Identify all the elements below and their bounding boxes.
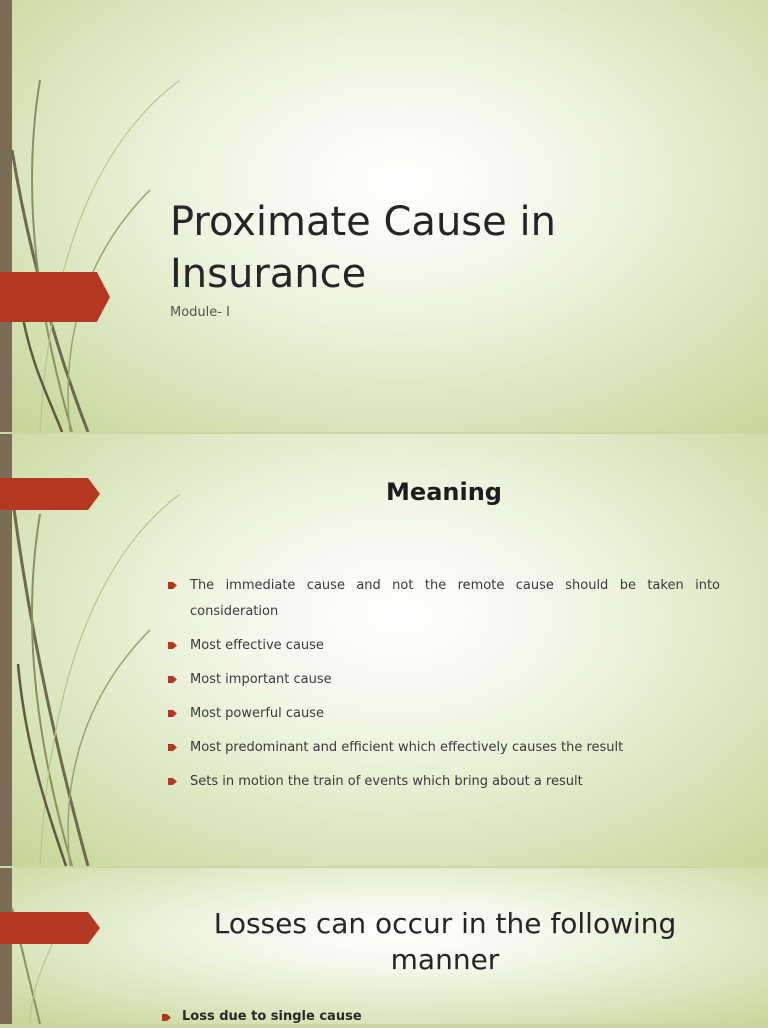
- list-item: Most important cause: [168, 667, 720, 693]
- slide-heading: Meaning: [386, 478, 502, 506]
- arrow-bullet-icon: [168, 582, 177, 589]
- slide-heading: Losses can occur in the following manner: [213, 907, 677, 976]
- slide-subtitle: Module- I: [170, 305, 230, 320]
- list-item: Most powerful cause: [168, 701, 720, 727]
- stem-decoration: [0, 0, 180, 432]
- arrow-bullet-icon: [168, 710, 177, 717]
- accent-arrow-tab: [0, 272, 110, 322]
- list-item: Loss due to single cause: [162, 1006, 714, 1028]
- slide-title: Proximate Cause in Insurance: [170, 199, 556, 297]
- list-item: Sets in motion the train of events which bring about a result: [168, 769, 720, 795]
- arrow-bullet-icon: [168, 642, 177, 649]
- bullet-list: [162, 1006, 714, 1028]
- arrow-bullet-icon: [168, 676, 177, 683]
- slide-1: [0, 0, 768, 432]
- arrow-bullet-icon: [168, 744, 177, 751]
- list-item: Most predominant and efficient which effectively causes the result: [168, 735, 720, 761]
- arrow-bullet-icon: [168, 778, 177, 785]
- bullet-list: [168, 573, 720, 803]
- stem-decoration: [0, 868, 180, 1024]
- accent-arrow-tab: [0, 912, 100, 944]
- list-item: The immediate cause and not the remote cause should be taken into consideration: [168, 573, 720, 625]
- list-item: Most effective cause: [168, 633, 720, 659]
- arrow-bullet-icon: [162, 1014, 171, 1021]
